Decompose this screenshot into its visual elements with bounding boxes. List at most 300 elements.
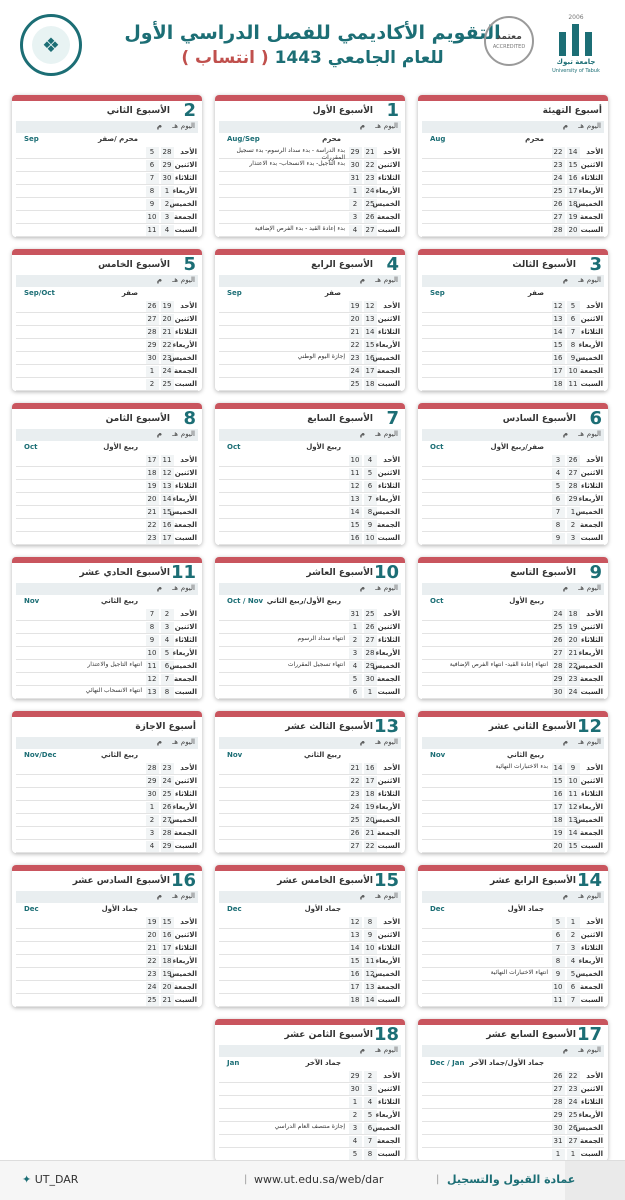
month-header (422, 749, 604, 761)
greg-date: 31 (350, 174, 360, 182)
day-note: انتهاء إعادة القيد- انتهاء الفرص الإضافية (449, 661, 548, 668)
day-name: الاثنين (377, 315, 400, 323)
day-name: الثلاثاء (377, 944, 400, 952)
day-col-label: اليوم (586, 892, 601, 900)
subtitle-program: ( انتساب ) (181, 48, 269, 68)
greg-date: 23 (553, 161, 563, 169)
hijri-date: 30 (162, 174, 172, 182)
day-row (422, 647, 604, 660)
greg-date: 20 (553, 842, 563, 850)
university-name-ar: جامعة تبوك (556, 58, 596, 66)
day-name: الخميس (372, 970, 400, 978)
hijri-date: 28 (365, 649, 375, 657)
week-number: 4 (386, 254, 399, 275)
day-name: الأربعاء (172, 803, 197, 811)
day-row (219, 211, 401, 224)
hijri-date: 16 (568, 174, 578, 182)
hijri-date: 1 (367, 688, 373, 696)
day-col-label: اليوم (383, 276, 398, 284)
hijri-month: جماد الأول (101, 905, 138, 913)
greg-date: 13 (350, 495, 360, 503)
greg-month: Oct / Nov (227, 597, 264, 605)
day-row (219, 493, 401, 506)
day-row (422, 1096, 604, 1109)
hijri-date: 27 (568, 469, 578, 477)
greg-date: 22 (350, 777, 360, 785)
header (0, 0, 625, 85)
greg-date: 4 (555, 469, 561, 477)
h-col-label: هـ (578, 738, 584, 746)
greg-date: 23 (350, 790, 360, 798)
hijri-date: 22 (365, 842, 375, 850)
day-name: الجمعة (580, 367, 603, 375)
day-note: بدء الاختبارات النهائية (495, 763, 548, 770)
day-name: الثلاثاء (580, 636, 603, 644)
day-row (219, 621, 401, 634)
day-name: الأحد (383, 918, 400, 926)
greg-date: 30 (350, 161, 360, 169)
week-name: الأسبوع الخامس عشر (277, 876, 373, 886)
column-header (422, 275, 604, 287)
greg-date: 24 (553, 610, 563, 618)
day-row (16, 339, 198, 352)
week-name: أسبوع الاجازة (135, 722, 196, 732)
hijri-date: 29 (365, 662, 375, 670)
hijri-date: 8 (570, 341, 576, 349)
day-name: الخميس (372, 1124, 400, 1132)
deanship-logo (20, 14, 82, 76)
week-number: 6 (589, 408, 602, 429)
greg-date: 25 (350, 816, 360, 824)
day-col-label: اليوم (383, 584, 398, 592)
footer-url[interactable]: www.ut.edu.sa/web/dar (254, 1173, 384, 1186)
week-number: 15 (373, 870, 399, 891)
university-name-en: University of Tabuk (552, 68, 600, 74)
day-row (16, 224, 198, 237)
hijri-date: 15 (568, 842, 578, 850)
day-name: الثلاثاء (174, 328, 197, 336)
h-col-label: هـ (172, 122, 178, 130)
week-card (12, 403, 202, 545)
week-name: الأسبوع الخامس (98, 260, 170, 270)
column-header (219, 1045, 401, 1057)
greg-date: 15 (350, 521, 360, 529)
day-name: الأربعاء (172, 495, 197, 503)
hijri-date: 19 (162, 302, 172, 310)
greg-date: 4 (352, 662, 358, 670)
hijri-date: 30 (365, 675, 375, 683)
hijri-date: 11 (568, 790, 578, 798)
day-col-label: اليوم (383, 122, 398, 130)
hijri-date: 4 (367, 1098, 373, 1106)
hijri-date: 27 (365, 226, 375, 234)
day-row (219, 660, 401, 673)
greg-date: 2 (352, 636, 358, 644)
week-card (12, 95, 202, 237)
greg-date: 12 (147, 675, 157, 683)
day-row (16, 198, 198, 211)
hijri-date: 9 (367, 521, 373, 529)
day-name: الثلاثاء (580, 174, 603, 182)
hijri-date: 15 (162, 508, 172, 516)
day-row (16, 621, 198, 634)
greg-date: 27 (147, 315, 157, 323)
day-name: الثلاثاء (580, 482, 603, 490)
g-col-label: م (156, 122, 162, 130)
week-number: 1 (386, 100, 399, 121)
day-row (422, 634, 604, 647)
day-row (16, 300, 198, 313)
greg-date: 24 (147, 983, 157, 991)
day-row (219, 1135, 401, 1148)
day-row (422, 1122, 604, 1135)
h-col-label: هـ (375, 430, 381, 438)
hijri-date: 3 (570, 534, 576, 542)
day-name: الثلاثاء (377, 174, 400, 182)
day-row (16, 994, 198, 1007)
greg-date: 6 (555, 495, 561, 503)
greg-date: 18 (350, 996, 360, 1004)
greg-date: 3 (352, 1124, 358, 1132)
greg-month: Jan (227, 1059, 240, 1067)
day-note: بدء إعادة القيد - بدء الفرص الإضافية (254, 225, 345, 232)
week-card (215, 711, 405, 853)
day-row (16, 840, 198, 853)
day-row (16, 827, 198, 840)
hijri-date: 19 (162, 970, 172, 978)
greg-month: Oct (227, 443, 241, 451)
greg-date: 1 (555, 1150, 561, 1158)
hijri-date: 28 (568, 482, 578, 490)
greg-date: 1 (352, 1098, 358, 1106)
day-name: الأربعاء (375, 957, 400, 965)
day-row (16, 326, 198, 339)
hijri-date: 14 (365, 328, 375, 336)
greg-date: 16 (350, 534, 360, 542)
hijri-date: 9 (570, 354, 576, 362)
accreditation-seal (484, 16, 534, 66)
day-col-label: اليوم (586, 584, 601, 592)
week-card (418, 557, 608, 699)
day-name: الأربعاء (375, 649, 400, 657)
hijri-date: 8 (164, 688, 170, 696)
week-name: الأسبوع السابع عشر (486, 1030, 576, 1040)
day-row (16, 185, 198, 198)
greg-date: 25 (147, 996, 157, 1004)
day-row (219, 198, 401, 211)
hijri-date: 16 (162, 931, 172, 939)
day-name: الجمعة (174, 983, 197, 991)
week-card (12, 865, 202, 1007)
g-col-label: م (156, 584, 162, 592)
hijri-date: 17 (568, 187, 578, 195)
greg-date: 26 (553, 636, 563, 644)
day-name: السبت (377, 226, 400, 234)
g-col-label: م (156, 276, 162, 284)
hijri-date: 3 (367, 1085, 373, 1093)
day-name: الخميس (575, 508, 603, 516)
footer-dept: عمادة القبول والتسجيل (447, 1173, 576, 1186)
greg-date: 19 (350, 302, 360, 310)
greg-date: 28 (553, 226, 563, 234)
day-row (219, 814, 401, 827)
day-name: الثلاثاء (580, 790, 603, 798)
day-col-label: اليوم (586, 122, 601, 130)
day-name: السبت (174, 842, 197, 850)
hijri-date: 29 (568, 495, 578, 503)
greg-date: 10 (147, 649, 157, 657)
day-name: الأحد (383, 764, 400, 772)
hijri-date: 5 (164, 649, 170, 657)
hijri-date: 21 (365, 148, 375, 156)
day-row (219, 1070, 401, 1083)
greg-date: 14 (350, 508, 360, 516)
day-name: الثلاثاء (174, 482, 197, 490)
hijri-date: 12 (365, 970, 375, 978)
day-row (422, 493, 604, 506)
day-row (219, 840, 401, 853)
greg-date: 22 (350, 341, 360, 349)
month-header (422, 903, 604, 915)
greg-date: 10 (350, 456, 360, 464)
greg-date: 30 (350, 1085, 360, 1093)
day-name: الأربعاء (375, 1111, 400, 1119)
month-header (219, 903, 401, 915)
greg-date: 25 (350, 380, 360, 388)
column-header (422, 121, 604, 133)
day-name: الثلاثاء (174, 636, 197, 644)
greg-date: 23 (350, 354, 360, 362)
hijri-date: 24 (568, 1098, 578, 1106)
day-row (16, 159, 198, 172)
h-col-label: هـ (578, 276, 584, 284)
h-col-label: هـ (172, 430, 178, 438)
week-card (418, 403, 608, 545)
twitter-handle[interactable]: ✦ UT_DAR (22, 1173, 79, 1186)
day-name: الخميس (575, 970, 603, 978)
greg-date: 6 (352, 688, 358, 696)
month-header (16, 287, 198, 299)
day-name: الثلاثاء (174, 790, 197, 798)
day-row (16, 916, 198, 929)
greg-date: 22 (147, 957, 157, 965)
hijri-date: 14 (568, 148, 578, 156)
g-col-label: م (562, 738, 568, 746)
day-row (422, 916, 604, 929)
greg-date: 14 (553, 328, 563, 336)
greg-month: Nov/Dec (24, 751, 57, 759)
day-name: الأحد (586, 764, 603, 772)
day-col-label: اليوم (383, 892, 398, 900)
day-row (422, 981, 604, 994)
hijri-date: 16 (365, 354, 375, 362)
greg-date: 17 (147, 456, 157, 464)
day-name: الأربعاء (578, 341, 603, 349)
day-row (422, 339, 604, 352)
greg-date: 5 (352, 1150, 358, 1158)
day-row (16, 352, 198, 365)
week-number: 9 (589, 562, 602, 583)
hijri-date: 25 (365, 610, 375, 618)
hijri-date: 15 (568, 161, 578, 169)
day-name: الجمعة (174, 367, 197, 375)
day-name: السبت (174, 380, 197, 388)
day-col-label: اليوم (586, 738, 601, 746)
day-name: الاثنين (377, 161, 400, 169)
week-card (418, 711, 608, 853)
greg-month: Nov (24, 597, 40, 605)
hijri-date: 5 (367, 1111, 373, 1119)
week-number: 18 (373, 1024, 399, 1045)
greg-date: 4 (352, 1137, 358, 1145)
hijri-date: 16 (162, 521, 172, 529)
day-name: الاثنين (377, 469, 400, 477)
hijri-date: 14 (365, 996, 375, 1004)
day-name: الاثنين (580, 623, 603, 631)
hijri-date: 12 (162, 469, 172, 477)
week-number: 3 (589, 254, 602, 275)
day-row (219, 968, 401, 981)
day-row (422, 365, 604, 378)
greg-date: 28 (553, 662, 563, 670)
hijri-month: ربيع الثاني (304, 751, 341, 759)
subtitle-year: للعام الجامعي 1443 (274, 48, 444, 68)
day-row (219, 1122, 401, 1135)
greg-date: 29 (553, 1111, 563, 1119)
greg-date: 5 (352, 675, 358, 683)
hijri-date: 25 (162, 380, 172, 388)
greg-date: 19 (147, 918, 157, 926)
greg-date: 15 (350, 957, 360, 965)
hijri-date: 7 (367, 1137, 373, 1145)
day-name: الاثنين (580, 315, 603, 323)
h-col-label: هـ (578, 430, 584, 438)
day-col-label: اليوم (180, 584, 195, 592)
hijri-date: 17 (162, 944, 172, 952)
greg-date: 3 (352, 649, 358, 657)
greg-date: 18 (147, 469, 157, 477)
greg-date: 11 (553, 996, 563, 1004)
greg-date: 31 (350, 610, 360, 618)
day-row (16, 686, 198, 699)
day-name: الثلاثاء (377, 636, 400, 644)
week-card (12, 711, 202, 853)
column-header (422, 583, 604, 595)
footer-sep: | (244, 1174, 248, 1185)
day-name: الأربعاء (375, 495, 400, 503)
g-col-label: م (156, 738, 162, 746)
hijri-date: 17 (365, 367, 375, 375)
greg-date: 12 (350, 482, 360, 490)
accredited-en: ACCREDITED (492, 44, 526, 50)
day-row (422, 660, 604, 673)
day-name: الجمعة (377, 1137, 400, 1145)
day-row (422, 775, 604, 788)
greg-date: 27 (553, 213, 563, 221)
greg-date: 29 (147, 341, 157, 349)
day-name: الأربعاء (375, 187, 400, 195)
day-name: الجمعة (580, 675, 603, 683)
hijri-date: 1 (164, 187, 170, 195)
day-name: الثلاثاء (377, 482, 400, 490)
day-row (422, 532, 604, 545)
column-header (422, 429, 604, 441)
day-row (422, 519, 604, 532)
hijri-date: 25 (365, 200, 375, 208)
day-name: الخميس (372, 200, 400, 208)
day-row (219, 224, 401, 237)
greg-month: Oct (430, 597, 444, 605)
day-name: الجمعة (174, 521, 197, 529)
day-name: الاثنين (580, 161, 603, 169)
g-col-label: م (562, 276, 568, 284)
day-name: الاثنين (377, 1085, 400, 1093)
hijri-date: 28 (162, 829, 172, 837)
h-col-label: هـ (172, 738, 178, 746)
week-name: أسبوع التهيئة (542, 106, 602, 116)
greg-date: 30 (147, 790, 157, 798)
day-name: الأربعاء (172, 341, 197, 349)
greg-date: 23 (147, 970, 157, 978)
greg-date: 4 (149, 842, 155, 850)
hijri-date: 21 (162, 328, 172, 336)
hijri-date: 23 (568, 1085, 578, 1093)
greg-date: 13 (350, 931, 360, 939)
hijri-date: 6 (367, 482, 373, 490)
greg-date: 14 (350, 944, 360, 952)
day-name: الجمعة (377, 675, 400, 683)
greg-date: 9 (149, 636, 155, 644)
hijri-date: 18 (162, 957, 172, 965)
hijri-date: 1 (570, 918, 576, 926)
h-col-label: هـ (578, 1046, 584, 1054)
column-header (219, 891, 401, 903)
greg-month: Dec (227, 905, 242, 913)
h-col-label: هـ (375, 276, 381, 284)
g-col-label: م (359, 122, 365, 130)
column-header (16, 891, 198, 903)
university-logo (545, 14, 607, 74)
greg-date: 5 (149, 148, 155, 156)
hijri-date: 29 (162, 842, 172, 850)
hijri-date: 10 (568, 777, 578, 785)
day-name: الاثنين (377, 931, 400, 939)
week-number: 11 (170, 562, 196, 583)
g-col-label: م (359, 276, 365, 284)
hijri-date: 6 (367, 1124, 373, 1132)
greg-date: 8 (149, 623, 155, 631)
hijri-date: 6 (570, 315, 576, 323)
week-card (418, 1019, 608, 1161)
greg-date: 26 (553, 200, 563, 208)
greg-date: 30 (553, 688, 563, 696)
greg-date: 10 (147, 213, 157, 221)
hijri-date: 25 (568, 1111, 578, 1119)
week-card (12, 557, 202, 699)
day-row (219, 454, 401, 467)
week-card (215, 249, 405, 391)
day-name: الأحد (383, 302, 400, 310)
day-row (16, 814, 198, 827)
day-row (422, 352, 604, 365)
day-row (219, 801, 401, 814)
greg-month: Sep (430, 289, 445, 297)
g-col-label: م (359, 892, 365, 900)
day-note: انتهاء الاختبارات النهائية (490, 969, 548, 976)
greg-month: Nov (430, 751, 446, 759)
day-row (422, 827, 604, 840)
day-row (16, 647, 198, 660)
